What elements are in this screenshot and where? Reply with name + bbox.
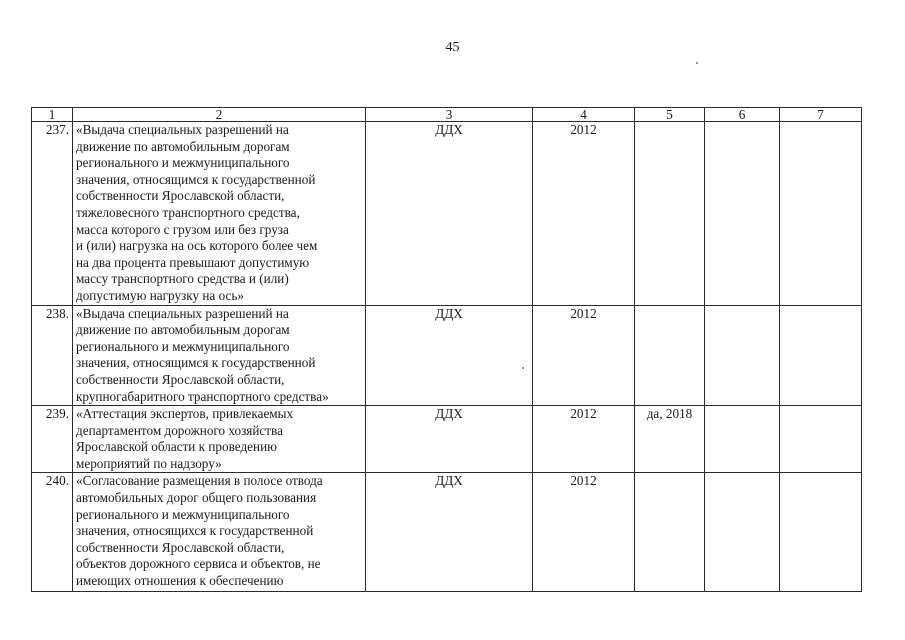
col5-cell: да, 2018 <box>635 406 705 473</box>
col5-cell <box>635 473 705 592</box>
col6-cell <box>705 473 780 592</box>
table-row <box>32 122 862 306</box>
description-line: тяжеловесного транспортного средства, <box>76 204 300 220</box>
row-number: 237. <box>32 122 73 306</box>
description-line: и (или) нагрузка на ось которого более чем <box>76 238 318 254</box>
description-line: регионального и межмуниципального <box>76 338 290 354</box>
table-row <box>32 406 862 473</box>
page-number: 45 <box>445 40 460 55</box>
description-line: мероприятий по надзору» <box>76 455 222 471</box>
description-line: на два процента превышают допустимую <box>76 254 310 270</box>
department-cell: ДДХ <box>366 406 533 473</box>
col6-cell <box>705 406 780 473</box>
header-cell-7: 7 <box>780 108 862 122</box>
table-row <box>32 305 862 406</box>
year-cell: 2012 <box>533 406 635 473</box>
col5-cell <box>635 122 705 306</box>
year-cell: 2012 <box>533 122 635 306</box>
description-line: собственности Ярославской области, <box>76 539 285 555</box>
col7-cell <box>780 406 862 473</box>
col6-cell <box>705 122 780 306</box>
scan-speck <box>696 62 698 64</box>
col7-cell <box>780 305 862 406</box>
row-number: 239. <box>32 406 73 473</box>
description-line: значения, относящимся к государственной <box>76 171 316 187</box>
department-cell: ДДХ <box>366 305 533 406</box>
description-line: собственности Ярославской области, <box>76 371 285 387</box>
year-cell: 2012 <box>533 305 635 406</box>
description-line: собственности Ярославской области, <box>76 188 285 204</box>
header-cell-2: 2 <box>73 108 366 122</box>
col7-cell <box>780 122 862 306</box>
service-description <box>73 406 366 473</box>
description-line: движение по автомобильным дорогам <box>76 138 290 154</box>
col7-cell <box>780 473 862 592</box>
description-line: массу транспортного средства и (или) <box>76 271 289 287</box>
row-number: 240. <box>32 473 73 592</box>
table-row <box>32 473 862 592</box>
description-line: допустимую нагрузку на ось» <box>76 287 244 303</box>
header-row <box>32 108 862 122</box>
description-line: регионального и межмуниципального <box>76 155 290 171</box>
description-line: движение по автомобильным дорогам <box>76 322 290 338</box>
description-line: масса которого с грузом или без груза <box>76 221 289 237</box>
header-cell-4: 4 <box>533 108 635 122</box>
row-number: 238. <box>32 305 73 406</box>
description-line: департаментом дорожного хозяйства <box>76 422 283 438</box>
description-line: объектов дорожного сервиса и объектов, не <box>76 556 321 572</box>
description-line: регионального и межмуниципального <box>76 506 290 522</box>
department-cell: ДДХ <box>366 473 533 592</box>
description-line: значения, относящихся к государственной <box>76 523 314 539</box>
department-cell: ДДХ <box>366 122 533 306</box>
col5-cell <box>635 305 705 406</box>
description-line: значения, относящимся к государственной <box>76 355 316 371</box>
description-line: Ярославской области к проведению <box>76 439 277 455</box>
header-cell-3: 3 <box>366 108 533 122</box>
description-line: «Аттестация экспертов, привлекаемых <box>76 406 294 422</box>
year-cell: 2012 <box>533 473 635 592</box>
description-line: «Согласование размещения в полосе отвода <box>76 473 323 489</box>
service-description <box>73 122 366 306</box>
description-line: «Выдача специальных разрешений на <box>76 122 289 137</box>
service-description <box>73 473 366 592</box>
registry-table <box>31 107 862 592</box>
col6-cell <box>705 305 780 406</box>
header-cell-1: 1 <box>32 108 73 122</box>
header-cell-5: 5 <box>635 108 705 122</box>
service-description <box>73 305 366 406</box>
description-line: «Выдача специальных разрешений на <box>76 305 289 321</box>
description-line: крупногабаритного транспортного средства» <box>76 388 329 404</box>
description-line: автомобильных дорог общего пользования <box>76 490 317 506</box>
header-cell-6: 6 <box>705 108 780 122</box>
description-line: имеющих отношения к обеспечению <box>76 573 284 589</box>
